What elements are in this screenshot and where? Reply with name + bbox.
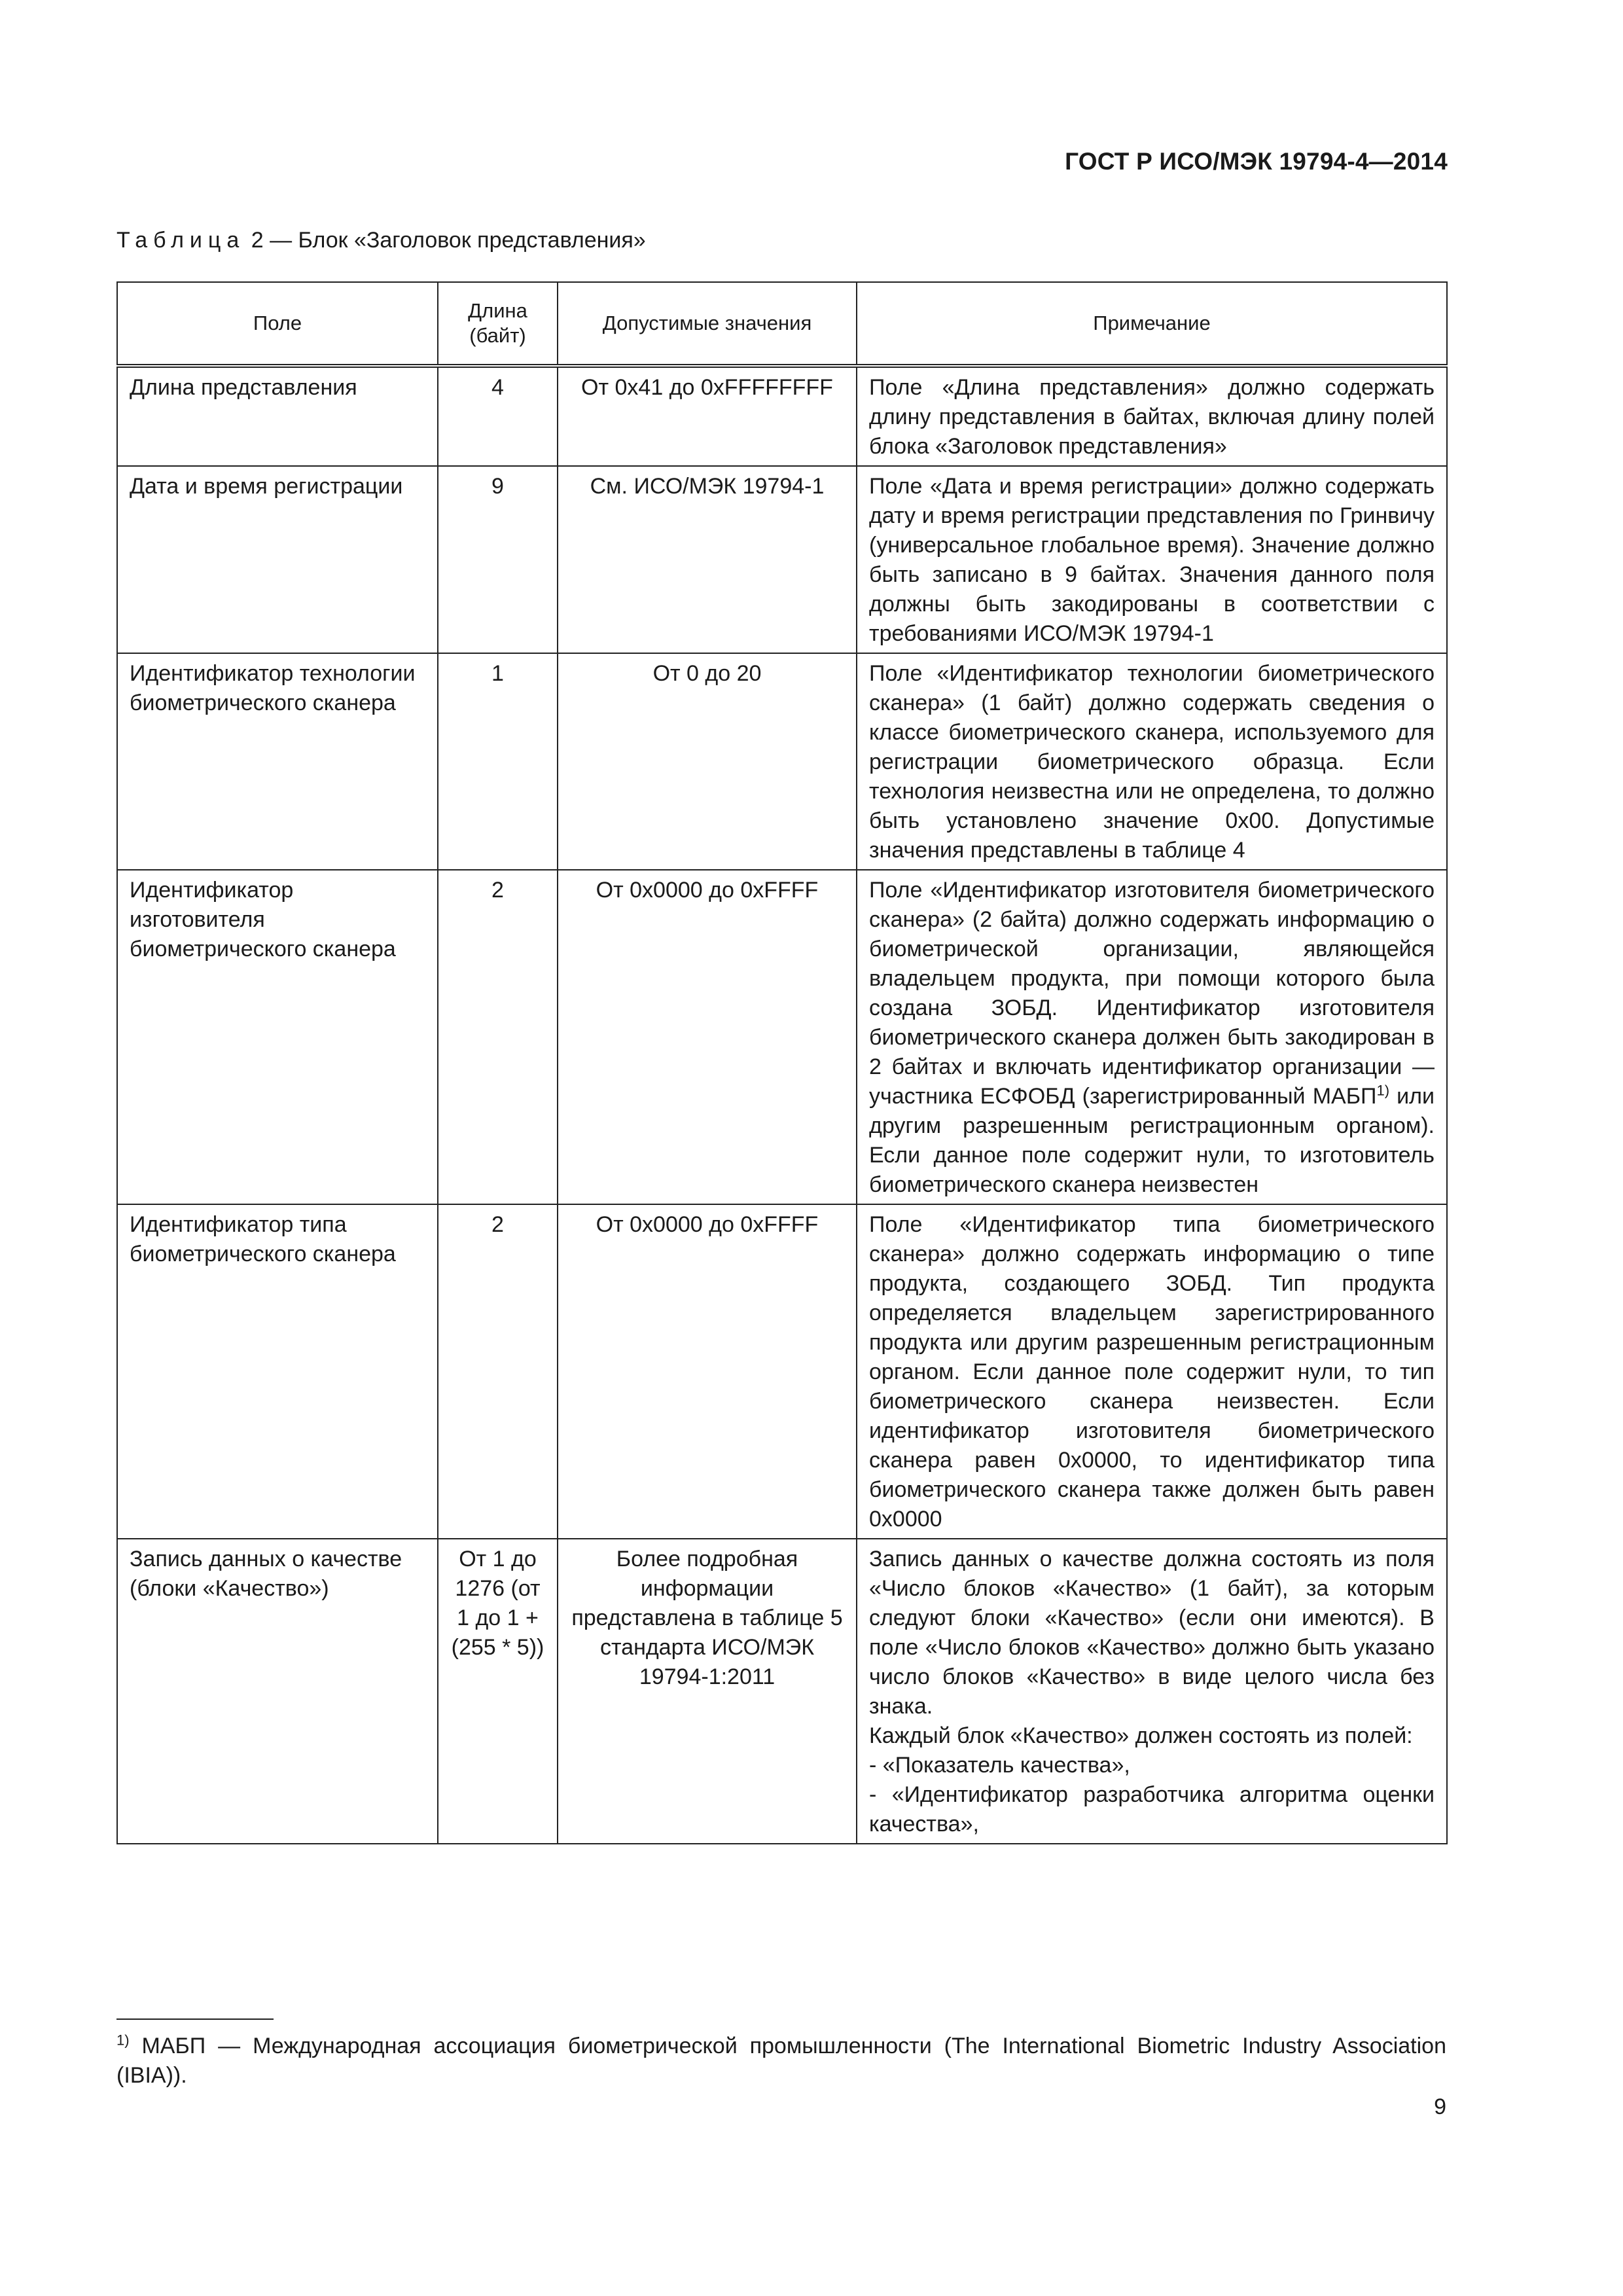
note-paragraph: Каждый блок «Качество» должен состоять из полей: [869, 1723, 1413, 1748]
cell-note: Поле «Длина представления» должно содержать длину представления в байтах, включая длину полей блока «Заголовок представления» [857, 366, 1447, 466]
cell-field: Идентификатор изготовителя биометрического сканера [117, 870, 438, 1204]
table-header-row [117, 282, 1447, 366]
cell-length: 4 [438, 366, 558, 466]
column-header-note: Примечание [857, 282, 1447, 366]
table-caption-title: 2 — Блок «Заголовок представления» [245, 228, 646, 253]
table-row [117, 466, 1447, 653]
cell-note [857, 870, 1447, 1204]
cell-field: Идентификатор технологии биометрического сканера [117, 653, 438, 870]
table-caption [116, 228, 646, 253]
cell-length: 1 [438, 653, 558, 870]
cell-note: Поле «Идентификатор типа биометрического сканера» должно содержать информацию о типе продукта, создающего ЗОБД. Тип продукта определяется владельцем зарегистрированного продукта или другим разрешенным регистрационным органом. Если данное поле содержит нули, то тип биометрического сканера неизвестен. Если идентификатор изготовителя биометрического сканера равен 0x0000, то идентификатор типа биометрического сканера также должен быть равен 0x0000 [857, 1204, 1447, 1539]
table-row [117, 366, 1447, 466]
page-number: 9 [1434, 2094, 1446, 2119]
note-text: Поле «Идентификатор изготовителя биометрического сканера» (2 байта) должно содержать информацию о биометрической организации, являющейся владельцем продукта, при помощи которого была создана ЗОБД. Идентификатор изготовителя биометрического сканера должен быть закодирован в 2 байтах и включать идентификатор организации — участника ЕСФОБД (зарегистрированный МАБП [869, 878, 1435, 1109]
table-row [117, 653, 1447, 870]
column-header-field: Поле [117, 282, 438, 366]
column-header-length: Длина (байт) [438, 282, 558, 366]
cell-field: Длина представления [117, 366, 438, 466]
cell-values: От 0 до 20 [558, 653, 857, 870]
cell-note: Поле «Дата и время регистрации» должно содержать дату и время регистрации представления по Гринвичу (универсальное глобальное время). Значение должно быть записано в 9 байтах. Значения данного поля должны быть закодированы в соответствии с требованиями ИСО/МЭК 19794-1 [857, 466, 1447, 653]
cell-length: От 1 до 1276 (от 1 до 1 + (255 * 5)) [438, 1539, 558, 1844]
cell-values: От 0x0000 до 0xFFFF [558, 1204, 857, 1539]
cell-length: 9 [438, 466, 558, 653]
table-row [117, 870, 1447, 1204]
cell-values: См. ИСО/МЭК 19794-1 [558, 466, 857, 653]
cell-field: Дата и время регистрации [117, 466, 438, 653]
cell-values: От 0x0000 до 0xFFFF [558, 870, 857, 1204]
table-row [117, 1539, 1447, 1844]
cell-field: Запись данных о качестве (блоки «Качество») [117, 1539, 438, 1844]
footnote-marker: 1) [116, 2032, 130, 2049]
column-header-values: Допустимые значения [558, 282, 857, 366]
cell-values: От 0x41 до 0xFFFFFFFF [558, 366, 857, 466]
footnote-divider [116, 2018, 274, 2020]
footnote-text: МАБП — Международная ассоциация биометрической промышленности (The International Biometric Industry Association (IBIA)). [116, 2034, 1446, 2088]
cell-length: 2 [438, 870, 558, 1204]
note-list-item: - «Идентификатор разработчика алгоритма оценки качества», [869, 1782, 1435, 1837]
table-caption-word: Таблица [116, 228, 245, 253]
footnote [116, 2032, 1446, 2090]
document-id: ГОСТ Р ИСО/МЭК 19794-4—2014 [1065, 148, 1448, 175]
cell-field: Идентификатор типа биометрического сканера [117, 1204, 438, 1539]
note-text: или другим разрешенным регистрационным органом). Если данное поле содержит нули, то изготовитель биометрического сканера неизвестен [869, 1084, 1435, 1197]
footnote-ref: 1) [1376, 1082, 1390, 1099]
note-paragraph: Запись данных о качестве должна состоять из поля «Число блоков «Качество» (1 байт), за которым следуют блоки «Качество» (если они имеются). В поле «Число блоков «Качество» должно быть указано число блоков «Качество» в виде целого числа без знака. [869, 1547, 1435, 1719]
cell-length: 2 [438, 1204, 558, 1539]
cell-note: Поле «Идентификатор технологии биометрического сканера» (1 байт) должно содержать сведения о классе биометрического сканера, используемого для регистрации биометрического образца. Если технология неизвестна или не определена, то должно быть установлено значение 0x00. Допустимые значения представлены в таблице 4 [857, 653, 1447, 870]
note-list-item: - «Показатель качества», [869, 1753, 1130, 1778]
representation-header-table [116, 281, 1448, 1844]
cell-note [857, 1539, 1447, 1844]
table-row [117, 1204, 1447, 1539]
cell-values: Более подробная информации представлена в таблице 5 стандарта ИСО/МЭК 19794-1:2011 [558, 1539, 857, 1844]
